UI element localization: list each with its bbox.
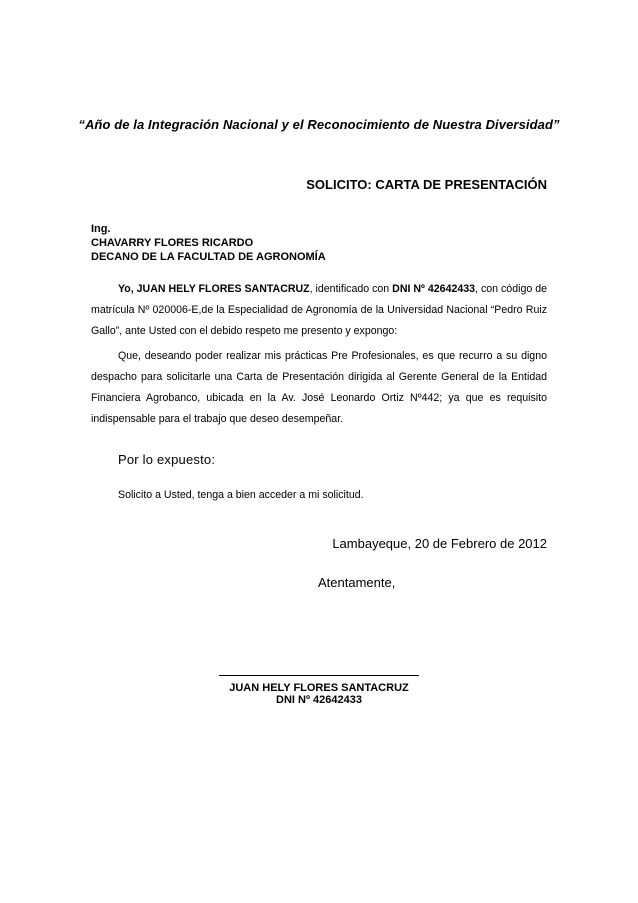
subject-heading: SOLICITO: CARTA DE PRESENTACIÓN: [306, 177, 547, 192]
intro-text-a: , identificado con: [309, 283, 393, 295]
por-lo-expuesto: Por lo expuesto:: [118, 452, 216, 467]
place-date: Lambayeque, 20 de Febrero de 2012: [332, 536, 547, 551]
addressee-block: [91, 222, 326, 264]
signature-line: [219, 675, 419, 676]
request-line: Solicito a Usted, tenga a bien acceder a mi solicitud.: [118, 489, 364, 501]
addressee-name: CHAVARRY FLORES RICARDO: [91, 237, 254, 249]
introduction-paragraph: [91, 279, 547, 342]
year-motto: “Año de la Integración Nacional y el Reconocimiento de Nuestra Diversidad”: [78, 117, 560, 132]
addressee-position: DECANO DE LA FACULTAD DE AGRONOMÍA: [91, 251, 326, 263]
closing: Atentamente,: [318, 575, 396, 590]
addressee-title: Ing.: [91, 223, 111, 235]
intro-text-b: , con código de matrícula Nº 020006-E,de la Especialidad de Agronomía de la Universidad Nacional “Pedro Ruiz Gallo”, ante Usted con el debido respeto me presento y expongo:: [91, 283, 547, 337]
signer-dni: DNI Nº 42642433: [276, 694, 362, 706]
request-paragraph-text: Que, deseando poder realizar mis prácticas Pre Profesionales, es que recurro a su digno despacho para solicitarle una Carta de Presentación dirigida al Gerente General de la Entidad Financiera Agrobanco, ubicada en la Av. José Leonardo Ortiz Nº442; ya que es requisito indispensable para el trabajo que deseo desempeñar.: [91, 350, 547, 425]
applicant-dni: DNI Nº 42642433: [392, 283, 476, 295]
applicant-intro: Yo, JUAN HELY FLORES SANTACRUZ: [118, 283, 310, 295]
signature-block: [219, 682, 419, 706]
signer-name: JUAN HELY FLORES SANTACRUZ: [229, 682, 409, 694]
request-paragraph: [91, 346, 547, 430]
